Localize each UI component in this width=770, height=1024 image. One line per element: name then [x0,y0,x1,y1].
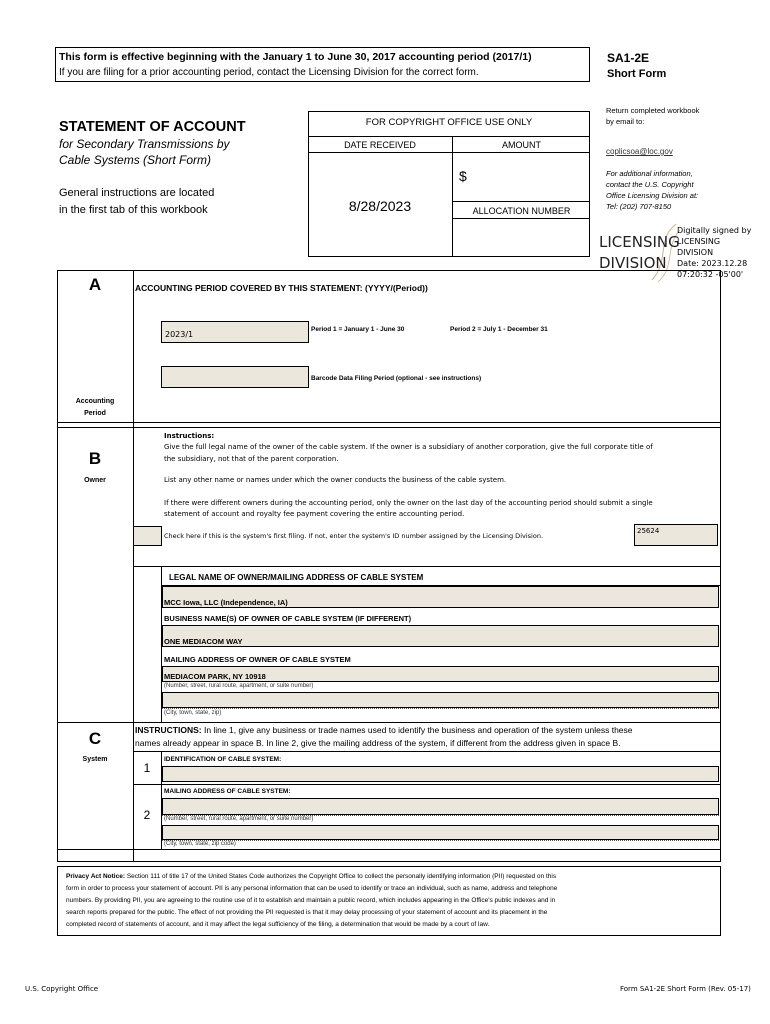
section-b-instructions-title: Instructions: [164,432,215,440]
office-use-box [308,111,590,257]
legal-name-label: LEGAL NAME OF OWNER/MAILING ADDRESS OF CABLE SYSTEM [169,573,424,582]
mailing-address-label: MAILING ADDRESS OF OWNER OF CABLE SYSTEM [164,655,351,664]
section-a-label-line2: Period [84,410,106,417]
allocation-number-label: ALLOCATION NUMBER [472,206,571,216]
effective-notice-line2: If you are filing for a prior accounting period, contact the Licensing Division for the correct form. [59,67,479,78]
identification-label: IDENTIFICATION OF CABLE SYSTEM: [164,756,282,763]
privacy-line5: completed record of statements of account, and it may affect the legal sufficiency of the filing, a determination that would be made by a court of law. [66,921,490,928]
section-c-instructions-line2: names already appear in space B. In line 2, give the mailing address of the system, if different from the address given in space B. [135,738,621,748]
business-names-input[interactable] [162,625,719,647]
first-filing-label: Check here if this is the system's first filing. If not, enter the system's ID number assigned by the Licensing Division. [164,532,544,540]
legal-name-value: MCC Iowa, LLC (Independence, IA) [164,598,288,607]
amount-label: AMOUNT [502,140,541,150]
system-city-hint: (City, town, state, zip code) [164,841,236,847]
date-received-value: 8/28/2023 [348,198,412,214]
first-filing-checkbox[interactable] [133,526,162,546]
system-id-value: 25624 [637,527,660,535]
accounting-period-value: 2023/1 [165,330,194,339]
line-2-number: 2 [143,808,151,822]
additional-info-tel: Tel: (202) 707-8150 [606,202,672,211]
section-c-instructions-text: In line 1, give any business or trade names used to identify the business and operation of the system unless these [201,725,633,735]
system-street-hint: (Number, street, rural route, apartment, or suite number) [164,816,314,822]
page-subtitle-line2: Cable Systems (Short Form) [59,153,212,167]
form-type: Short Form [607,68,667,80]
section-b-letter: B [88,449,102,468]
section-b-instruction-1b: the subsidiary, not that of the parent corporation. [164,455,339,463]
privacy-line1-text: Section 111 of title 17 of the United States Code authorizes the Copyright Office to collect the personally identifying information (PII) requested on this [125,873,557,880]
business-names-label: BUSINESS NAME(S) OF OWNER OF CABLE SYSTEM (IF DIFFERENT) [164,614,412,623]
privacy-line1 [66,873,556,880]
section-c-letter: C [88,729,102,748]
return-info-line1: Return completed workbook [606,106,700,115]
page-title: STATEMENT OF ACCOUNT [59,119,246,135]
return-email-link[interactable]: coplicsoa@loc.gov [606,147,673,156]
general-instructions-line2: in the first tab of this workbook [59,204,208,216]
barcode-period-input[interactable] [161,366,309,388]
signed-time: 07:20:32 -05'00' [677,270,744,279]
section-b-instruction-2: List any other name or names under which the owner conducts the business of the cable system. [164,476,507,484]
period2-note: Period 2 = July 1 - December 31 [450,326,548,333]
signed-by-line2: LICENSING [677,237,721,246]
form-id: SA1-2E [607,51,650,65]
section-c-instructions-line1 [135,725,633,735]
section-a-letter: A [88,275,102,294]
mailing-address-value: MEDIACOM PARK, NY 10918 [164,672,266,681]
barcode-period-label: Barcode Data Filing Period (optional - see instructions) [311,375,482,382]
section-b-instruction-1a: Give the full legal name of the owner of the cable system. If the owner is a subsidiary of another corporation, give the full corporate title of [164,443,653,451]
additional-info-line3: Office Licensing Division at: [606,191,699,200]
footer-left: U.S. Copyright Office [25,985,99,993]
system-mailing-label: MAILING ADDRESS OF CABLE SYSTEM: [164,788,291,795]
period1-note: Period 1 = January 1 - June 30 [311,326,405,333]
identification-input[interactable] [162,766,719,782]
dollar-sign: $ [459,168,467,184]
line-1-number: 1 [143,761,151,775]
system-city-input[interactable] [162,825,719,840]
signed-by-line1: Digitally signed by [677,226,752,235]
signed-by-line3: DIVISION [677,248,714,257]
additional-info-line2: contact the U.S. Copyright [606,180,694,189]
system-street-input[interactable] [162,798,719,815]
privacy-line3: numbers. By providing PII, you are agreeing to the routine use of it to establish and maintain a public record, which includes appearing in the Office's public indexes and in [66,897,556,904]
mailing-street-hint: (Number, street, rural route, apartment, or suite number) [164,683,314,689]
section-b-instruction-3a: If there were different owners during the accounting period, only the owner on the last day of the accounting period should submit a single [164,499,653,507]
section-b-instruction-3b: statement of account and royalty fee payment covering the entire accounting period. [164,510,465,518]
signed-date: Date: 2023.12.28 [677,259,748,268]
privacy-title: Privacy Act Notice: [66,873,126,880]
business-names-value: ONE MEDIACOM WAY [164,637,243,646]
office-use-title: FOR COPYRIGHT OFFICE USE ONLY [365,117,533,128]
privacy-line4: search reports prepared for the public. The effect of not providing the PII requested is that it may delay processing of your statement of account and its placement in the [66,909,548,916]
section-c-instructions-title: INSTRUCTIONS: [135,725,202,735]
section-b-label: Owner [84,477,106,484]
mailing-city-hint: (City, town, state, zip) [164,710,222,716]
section-a-heading: ACCOUNTING PERIOD COVERED BY THIS STATEMENT: (YYYY/(Period)) [135,283,428,293]
privacy-line2: form in order to process your statement of account. PII is any personal information that can be used to identify or trace an individual, such as name, address and telephone [66,885,558,892]
date-received-label: DATE RECEIVED [344,140,416,150]
effective-notice-line1: This form is effective beginning with the January 1 to June 30, 2017 accounting period (2017/1) [59,51,532,63]
section-a-label-line1: Accounting [75,398,115,405]
section-c-label: System [82,756,108,763]
return-info-line2: by email to: [606,117,645,126]
footer-right: Form SA1-2E Short Form (Rev. 05-17) [620,985,751,993]
additional-info-line1: For additional information, [606,169,693,178]
page-subtitle-line1: for Secondary Transmissions by [59,137,230,151]
licensing-logo-line1: LICENSING [599,233,680,251]
general-instructions-line1: General instructions are located [59,187,215,199]
mailing-city-input[interactable] [162,692,719,708]
licensing-logo-line2: DIVISION [599,254,667,272]
